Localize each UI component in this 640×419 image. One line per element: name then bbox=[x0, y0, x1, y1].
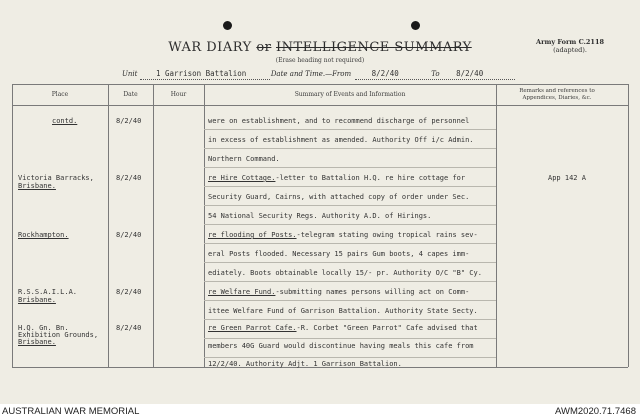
ruled-line bbox=[204, 148, 496, 149]
remarks-header-line-2: Appendices, Diaries, &c. bbox=[522, 95, 592, 101]
column-divider bbox=[204, 84, 205, 367]
ruled-line bbox=[204, 167, 496, 168]
entry-place: Brisbane. bbox=[18, 296, 56, 304]
column-divider bbox=[108, 84, 109, 367]
column-divider bbox=[496, 84, 497, 367]
column-header-remarks bbox=[497, 88, 617, 102]
ruled-line bbox=[204, 357, 496, 358]
entry-line: ittee Welfare Fund of Garrison Battalion. Authority State Secty. bbox=[208, 307, 478, 315]
entry-line bbox=[208, 231, 478, 240]
entry-place: Brisbane. bbox=[18, 338, 56, 346]
ruled-line bbox=[204, 224, 496, 225]
entry-place: Victoria Barracks, bbox=[18, 174, 94, 182]
entry-line: Security Guard, Cairns, with attached copy of order under Sec. bbox=[208, 193, 470, 201]
punch-hole bbox=[411, 21, 420, 30]
title-war-diary: WAR DIARY bbox=[168, 40, 252, 55]
entry-heading: re Green Parrot Cafe. bbox=[208, 324, 297, 332]
footer-institution: AUSTRALIAN WAR MEMORIAL bbox=[2, 406, 140, 417]
entry-line-rest: -telegram stating owing tropical rains sev- bbox=[296, 231, 478, 239]
table-top-border bbox=[12, 84, 628, 85]
entry-place: Rockhampton. bbox=[18, 231, 69, 239]
entry-line: members 40G Guard would discontinue having meals this cafe from bbox=[208, 342, 474, 350]
entry-line: 12/2/40. Authority Adjt. 1 Garrison Battalion. bbox=[208, 360, 402, 368]
entry-line-rest: -letter to Battalion H.Q. re hire cottage for bbox=[275, 174, 466, 182]
entry-line-rest: -submitting names persons willing act on Comm- bbox=[275, 288, 470, 296]
remarks-header-line-1: Remarks and references to bbox=[519, 88, 595, 94]
entry-line: Northern Command. bbox=[208, 155, 280, 163]
entry-place: Brisbane. bbox=[18, 182, 56, 190]
entry-line: 54 National Security Regs. Authority A.D. of Hirings. bbox=[208, 212, 432, 220]
entry-line-rest: -R. Corbet "Green Parrot" Cafe advised that bbox=[296, 324, 478, 332]
ruled-line bbox=[204, 300, 496, 301]
table-header-border bbox=[12, 105, 628, 106]
date-from-value: 8/2/40 bbox=[371, 69, 399, 78]
column-header-place: Place bbox=[51, 91, 69, 98]
entry-place: Exhibition Grounds, bbox=[18, 331, 99, 339]
entry-place: R.S.S.A.I.L.A. bbox=[18, 288, 78, 296]
army-form-number: Army Form C.2118 bbox=[536, 38, 604, 46]
unit-value: 1 Garrison Battalion bbox=[155, 69, 247, 78]
date-to-label: To bbox=[431, 70, 440, 78]
ruled-line bbox=[204, 186, 496, 187]
entry-line bbox=[208, 288, 469, 297]
entry-date: 8/2/40 bbox=[116, 288, 142, 296]
entry-heading: re Welfare Fund. bbox=[208, 288, 276, 296]
entry-line: in excess of establishment as amended. Authority Off i/c Admin. bbox=[208, 136, 474, 144]
army-form-label bbox=[536, 38, 604, 54]
table-left-border bbox=[12, 84, 13, 367]
ruled-line bbox=[204, 281, 496, 282]
ruled-line bbox=[204, 243, 496, 244]
ruled-line bbox=[204, 262, 496, 263]
entry-date: 8/2/40 bbox=[116, 117, 142, 125]
unit-line bbox=[122, 69, 483, 78]
entry-line: eral Posts flooded. Necessary 15 pairs Gum boots, 4 capes imm- bbox=[208, 250, 470, 258]
column-divider bbox=[153, 84, 154, 367]
ruled-line bbox=[204, 205, 496, 206]
entry-date: 8/2/40 bbox=[116, 174, 142, 182]
column-header-hour: Hour bbox=[170, 91, 187, 98]
footer-accession-number: AWM2020.71.7468 bbox=[555, 406, 636, 417]
punch-hole bbox=[223, 21, 232, 30]
ruled-line bbox=[204, 129, 496, 130]
entry-heading: re flooding of Posts. bbox=[208, 231, 297, 239]
entry-line bbox=[208, 324, 478, 333]
table-right-border bbox=[628, 84, 629, 367]
column-header-summary: Summary of Events and Information bbox=[294, 91, 406, 98]
title-intelligence-summary: INTELLIGENCE SUMMARY bbox=[276, 40, 472, 55]
entry-date: 8/2/40 bbox=[116, 324, 142, 332]
unit-underline bbox=[140, 79, 270, 80]
column-header-date: Date bbox=[123, 91, 138, 98]
ruled-line bbox=[204, 338, 496, 339]
title-or: or bbox=[256, 40, 272, 55]
unit-label: Unit bbox=[122, 70, 138, 78]
entry-heading: re Hire Cottage. bbox=[208, 174, 276, 182]
entry-line bbox=[208, 174, 465, 183]
entry-line: ediately. Boots obtainable locally 15/- pr. Authority O/C "B" Cy. bbox=[208, 269, 482, 277]
entry-date: 8/2/40 bbox=[116, 231, 142, 239]
entry-place: H.Q. Gn. Bn. bbox=[18, 324, 69, 332]
datetime-label: Date and Time.—From bbox=[270, 70, 352, 78]
date-underline bbox=[355, 79, 515, 80]
army-form-adapted: (adapted). bbox=[553, 46, 587, 54]
ruled-line bbox=[204, 319, 496, 320]
entry-remark: App 142 A bbox=[548, 174, 586, 182]
entry-line: were on establishment, and to recommend discharge of personnel bbox=[208, 117, 470, 125]
date-to-value: 8/2/40 bbox=[456, 69, 484, 78]
form-subtitle: (Erase heading not required) bbox=[275, 57, 365, 64]
entry-place: contd. bbox=[52, 117, 78, 125]
